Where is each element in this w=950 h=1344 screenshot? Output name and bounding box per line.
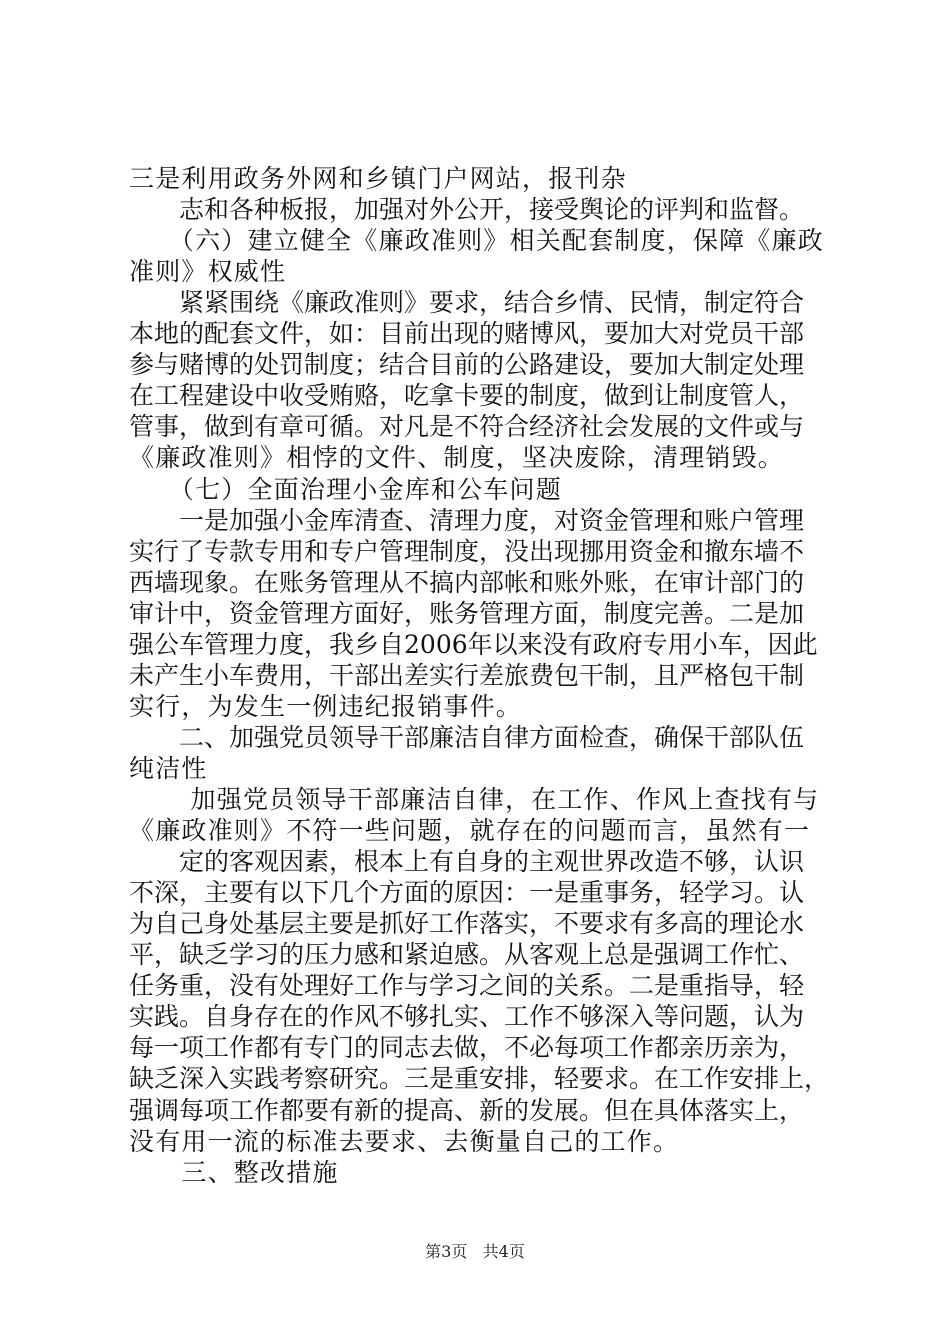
paragraph-line: 三、整改措施 [129,1157,339,1187]
paragraph-line: （七）全面治理小金库和公车问题 [129,474,562,504]
paragraph-line: 任务重，没有处理好工作与学习之间的关系。二是重指导，轻 [129,971,805,1001]
paragraph-line: 每一项工作都有专门的同志去做，不必每项工作都亲历亲为， [129,1033,805,1063]
page-number: 第3页 [425,1242,468,1261]
paragraph-line: 强公车管理力度，我乡自2006年以来没有政府专用小车，因此 [129,629,818,659]
paragraph-line: 准则》权威性 [129,257,287,287]
paragraph-line: 不深，主要有以下几个方面的原因：一是重事务，轻学习。认 [129,878,805,908]
paragraph-line: 缺乏深入实践考察研究。三是重安排，轻要求。在工作安排上， [129,1064,830,1094]
paragraph-line: 实践。自身存在的作风不够扎实、工作不够深入等问题，认为 [129,1002,805,1032]
paragraph-line: 定的客观因素，根本上有自身的主观世界改造不够，认识 [129,847,805,877]
paragraph-line: 为自己身处基层主要是抓好工作落实，不要求有多高的理论水 [129,909,805,939]
paragraph-line: 志和各种板报，加强对外公开，接受舆论的评判和监督。 [129,195,805,225]
paragraph-line: 三是利用政务外网和乡镇门户网站，报刊杂 [129,164,627,193]
paragraph-line: 在工程建设中收受贿赂，吃拿卡要的制度，做到让制度管人， [129,381,805,411]
paragraph-line: （六）建立健全《廉政准则》相关配套制度，保障《廉政 [129,226,824,256]
paragraph-line: 纯洁性 [129,753,208,783]
paragraph-line: 平，缺乏学习的压力感和紧迫感。从客观上总是强调工作忙、 [129,940,805,970]
paragraph-line: 本地的配套文件，如：目前出现的赌博风，要加大对党员干部 [129,319,805,349]
page-total: 共4页 [482,1242,525,1261]
paragraph-line: 参与赌博的处罚制度；结合目前的公路建设，要加大制定处理 [129,350,805,380]
paragraph-line: 实行了专款专用和专户管理制度，没出现挪用资金和撤东墙不 [129,536,805,566]
paragraph-line: 实行，为发生一例违纪报销事件。 [129,691,523,721]
footer-separator [472,1242,477,1261]
paragraph-line: 加强党员领导干部廉洁自律，在工作、作风上查找有与 [129,785,820,814]
paragraph-line: 审计中，资金管理方面好，账务管理方面，制度完善。二是加 [129,598,805,628]
paragraph-line: 没有用一流的标准去要求、去衡量自己的工作。 [129,1126,680,1156]
paragraph-line: 管事，做到有章可循。对凡是不符合经济社会发展的文件或与 [129,412,805,442]
paragraph-line: 未产生小车费用，干部出差实行差旅费包干制，且严格包干制 [129,660,805,690]
paragraph-line: 西墙现象。在账务管理从不搞内部帐和账外账，在审计部门的 [129,567,805,597]
paragraph-line: 一是加强小金库清查、清理力度，对资金管理和账户管理 [129,505,805,535]
paragraph-line: 《廉政准则》相悖的文件、制度，坚决废除，清理销毁。 [129,443,785,473]
paragraph-line: 强调每项工作都要有新的提高、新的发展。但在具体落实上， [129,1095,805,1125]
paragraph-line: 二、加强党员领导干部廉洁自律方面检查，确保干部队伍 [129,722,805,752]
page-footer [0,1242,950,1262]
paragraph-line: 紧紧围绕《廉政准则》要求，结合乡情、民情，制定符合 [129,288,805,318]
paragraph-line: 《廉政准则》不符一些问题，就存在的问题而言，虽然有一 [129,816,811,846]
